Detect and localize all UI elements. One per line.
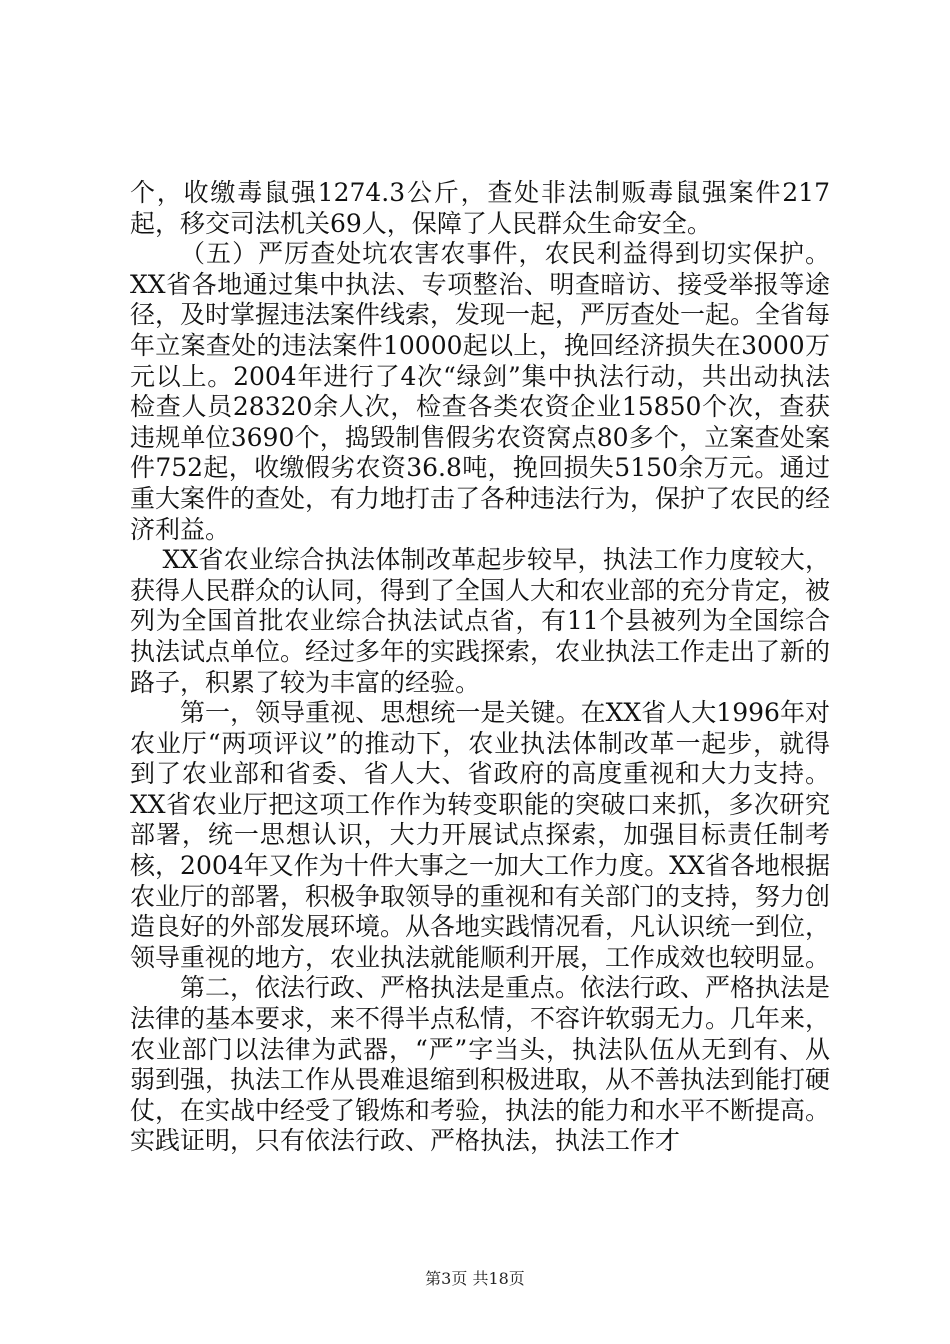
paragraph-continuation: 个，收缴毒鼠强1274.3公斤，查处非法制贩毒鼠强案件217起，移交司法机关69人，保障了人民群众生命安全。 [130, 178, 830, 238]
paragraph-summary: XX省农业综合执法体制改革起步较早，执法工作力度较大，获得人民群众的认同，得到了全国人大和农业部的充分肯定，被列为全国首批农业综合执法试点省，有11个县被列为全国综合执法试点单位。经过多年的实践探索，农业执法工作走出了新的路子，积累了较为丰富的经验。 [130, 545, 831, 697]
document-body [130, 178, 830, 1157]
paragraph-section-five: （五）严厉查处坑农害农事件，农民利益得到切实保护。XX省各地通过集中执法、专项整治、明查暗访、接受举报等途径，及时掌握违法案件线索，发现一起，严厉查处一起。全省每年立案查处的违法案件10000起以上，挽回经济损失在3000万元以上。2004年进行了4次“绿剑”集中执法行动，共出动执法检查人员28320余人次，检查各类农资企业15850个次，查获违规单位3690个，捣毁制售假劣农资窝点80多个，立案查处案件752起，收缴假劣农资36.8吨，挽回损失5150余万元。通过重大案件的查处，有力地打击了各种违法行为，保护了农民的经济利益。 [130, 239, 831, 544]
page-footer: 第3页 共18页 [425, 1269, 525, 1288]
paragraph-point-one: 第一，领导重视、思想统一是关键。在XX省人大1996年对农业厅“两项评议”的推动下，农业执法体制改革一起步，就得到了农业部和省委、省人大、省政府的高度重视和大力支持。XX省农业厅把这项工作作为转变职能的突破口来抓，多次研究部署，统一思想认识，大力开展试点探索，加强目标责任制考核，2004年又作为十件大事之一加大工作力度。XX省各地根据农业厅的部署，积极争取领导的重视和有关部门的支持，努力创造良好的外部发展环境。从各地实践情况看，凡认识统一到位，领导重视的地方，农业执法就能顺利开展，工作成效也较明显。 [130, 698, 831, 972]
paragraph-point-two: 第二，依法行政、严格执法是重点。依法行政、严格执法是法律的基本要求，来不得半点私情，不容许软弱无力。几年来，农业部门以法律为武器，“严”字当头，执法队伍从无到有、从弱到强，执法工作从畏难退缩到积极进取，从不善执法到能打硬仗，在实战中经受了锻炼和考验，执法的能力和水平不断提高。实践证明，只有依法行政、严格执法，执法工作才 [130, 973, 831, 1156]
